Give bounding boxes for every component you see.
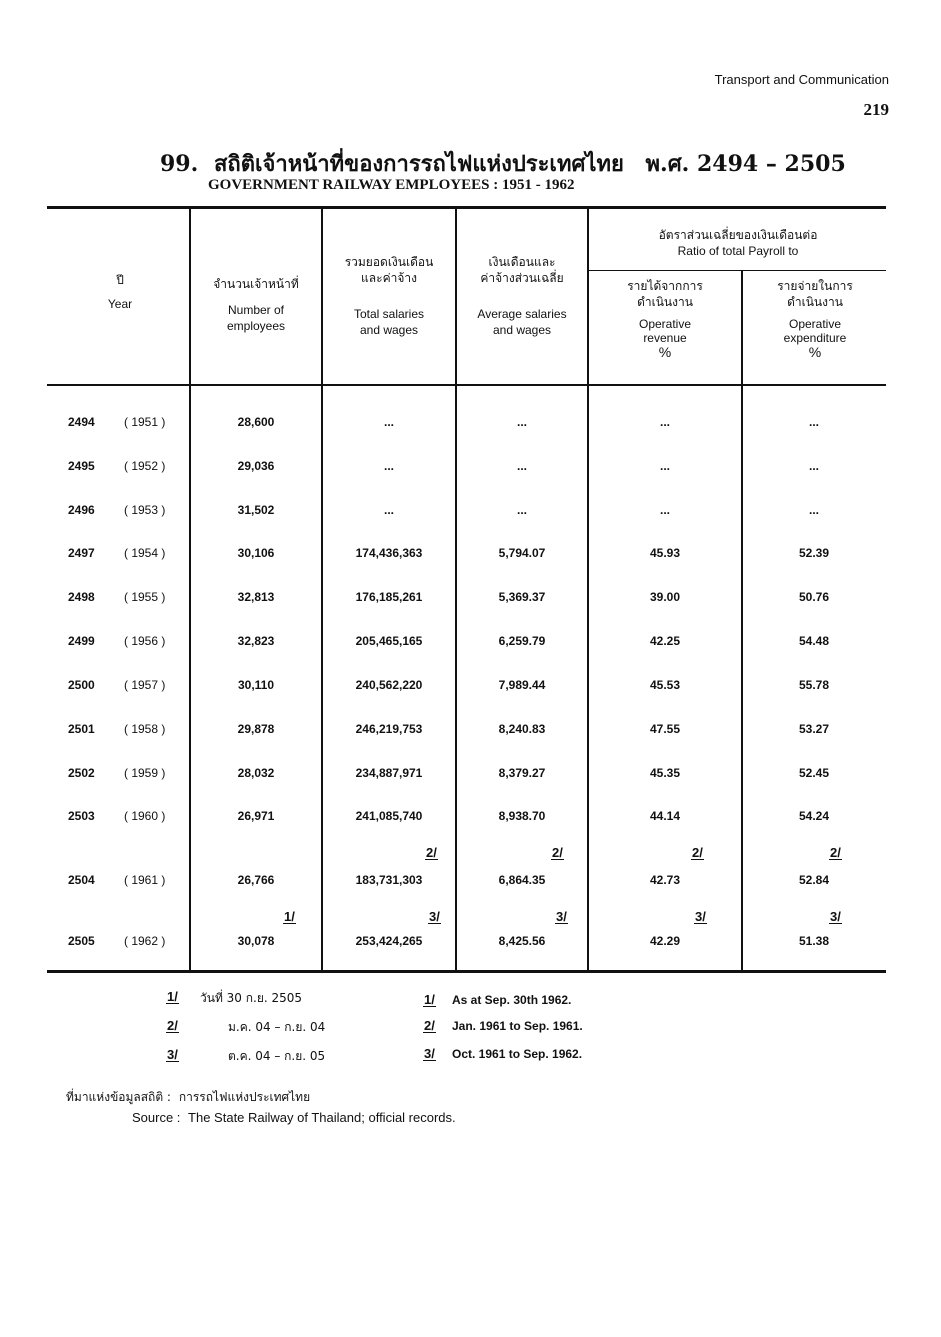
cell-revenue-ratio: 42.73 [649, 873, 681, 887]
cell-revenue-ratio: 45.35 [649, 766, 681, 780]
cell-thai-year: 2504 [68, 873, 95, 887]
footnote-mark-exp-1961: 2/ [830, 845, 841, 860]
cell-total-salaries: ... [383, 503, 394, 517]
cell-average-salaries: 6,259.79 [498, 634, 546, 648]
cell-employees: 28,600 [237, 415, 275, 429]
total-en-label-1: Total salaries [353, 307, 425, 321]
table-top-rule [47, 206, 886, 209]
cell-revenue-ratio: ... [659, 503, 670, 517]
footnote-mark-exp-1962: 3/ [830, 909, 841, 924]
cell-revenue-ratio: 45.93 [649, 546, 681, 560]
cell-expenditure-ratio: 54.24 [798, 809, 830, 823]
cell-thai-year: 2505 [68, 934, 95, 948]
ratio-en-label: Ratio of total Payroll to [677, 244, 799, 258]
footnote-en-3: Oct. 1961 to Sep. 1962. [452, 1047, 583, 1061]
cell-expenditure-ratio: 52.84 [798, 873, 830, 887]
cell-average-salaries: ... [516, 459, 527, 473]
cell-employees: 32,813 [237, 590, 275, 604]
cell-total-salaries: 183,731,303 [355, 873, 423, 887]
cell-thai-year: 2495 [68, 459, 95, 473]
total-th-label-1: รวมยอดเงินเดือน [344, 255, 434, 269]
cell-expenditure-ratio: 50.76 [798, 590, 830, 604]
table-title-thai [160, 146, 846, 181]
footnote-en-2: Jan. 1961 to Sep. 1961. [452, 1019, 583, 1033]
title-thai-text: สถิติเจ้าหน้าที่ของการรถไฟแห่งประเทศไทย [213, 151, 624, 177]
footnote-th-mark-2: 2/ [167, 1018, 178, 1033]
cell-thai-year: 2500 [68, 678, 95, 692]
cell-year: ( 1953 ) [124, 503, 166, 517]
table-title-english: GOVERNMENT RAILWAY EMPLOYEES : 1951 - 1962 [208, 177, 575, 193]
cell-expenditure-ratio: 54.48 [798, 634, 830, 648]
cell-employees: 29,036 [237, 459, 275, 473]
footnote-th-mark-3: 3/ [167, 1047, 178, 1062]
rev-th-label-1: รายได้จากการ [627, 279, 703, 293]
footnote-mark-total-1961: 2/ [426, 845, 437, 860]
source-en-text: The State Railway of Thailand; official records. [188, 1110, 456, 1125]
rev-en-label-1: Operative [638, 317, 692, 331]
footnote-th-3: ต.ค. 04 – ก.ย. 05 [228, 1049, 326, 1063]
cell-average-salaries: ... [516, 503, 527, 517]
cell-revenue-ratio: 47.55 [649, 722, 681, 736]
cell-revenue-ratio: 42.29 [649, 934, 681, 948]
source-thai [66, 1088, 310, 1107]
cell-total-salaries: 246,219,753 [355, 722, 423, 736]
cell-average-salaries: ... [516, 415, 527, 429]
cell-year: ( 1957 ) [124, 678, 166, 692]
table-number: 99. [160, 151, 199, 177]
employees-en-label-2: employees [226, 319, 286, 333]
employees-th-label: จำนวนเจ้าหน้าที่ [213, 277, 299, 291]
cell-employees: 30,078 [237, 934, 275, 948]
col-header-expenditure [744, 278, 886, 360]
avg-en-label-2: and wages [492, 323, 552, 337]
source-th-label: ที่มาแห่งข้อมูลสถิติ : [66, 1090, 171, 1104]
footnote-mark-avg-1961: 2/ [552, 845, 563, 860]
cell-expenditure-ratio: ... [808, 459, 819, 473]
rev-th-label-2: ดำเนินงาน [637, 295, 693, 309]
cell-expenditure-ratio: 52.45 [798, 766, 830, 780]
cell-employees: 30,110 [237, 678, 275, 692]
cell-total-salaries: 174,436,363 [355, 546, 423, 560]
avg-th-label-2: ค่าจ้างส่วนเฉลี่ย [480, 271, 564, 285]
avg-en-label-1: Average salaries [477, 307, 567, 321]
header-bottom-rule [47, 384, 886, 386]
cell-average-salaries: 5,369.37 [498, 590, 546, 604]
cell-thai-year: 2497 [68, 546, 95, 560]
col-divider-5 [741, 271, 743, 970]
source-english [132, 1110, 456, 1125]
cell-employees: 26,971 [237, 809, 275, 823]
ratio-subheader-rule [588, 270, 886, 271]
total-th-label-2: และค่าจ้าง [361, 271, 417, 285]
ratio-th-label: อัตราส่วนเฉลี่ยของเงินเดือนต่อ [658, 228, 818, 242]
cell-thai-year: 2499 [68, 634, 95, 648]
cell-total-salaries: 176,185,261 [355, 590, 423, 604]
col-header-ratio-group [590, 227, 886, 259]
footnote-th-mark-1: 1/ [167, 989, 178, 1004]
exp-en-label-1: Operative [788, 317, 842, 331]
cell-average-salaries: 5,794.07 [498, 546, 546, 560]
title-thai-years: พ.ศ. 2494 – 2505 [645, 151, 846, 177]
cell-average-salaries: 6,864.35 [498, 873, 546, 887]
col-header-year [60, 272, 180, 312]
footnote-th-2: ม.ค. 04 – ก.ย. 04 [228, 1020, 326, 1034]
cell-revenue-ratio: 45.53 [649, 678, 681, 692]
exp-unit: % [808, 344, 822, 360]
cell-revenue-ratio: 39.00 [649, 590, 681, 604]
cell-revenue-ratio: 44.14 [649, 809, 681, 823]
cell-expenditure-ratio: ... [808, 503, 819, 517]
cell-expenditure-ratio: 51.38 [798, 934, 830, 948]
cell-expenditure-ratio: 52.39 [798, 546, 830, 560]
cell-revenue-ratio: ... [659, 459, 670, 473]
rev-en-label-2: revenue [643, 331, 687, 345]
cell-average-salaries: 8,240.83 [498, 722, 546, 736]
cell-total-salaries: 240,562,220 [355, 678, 423, 692]
col-header-total-salaries [324, 254, 454, 338]
employees-en-label-1: Number of [227, 303, 285, 317]
col-divider-3 [455, 209, 457, 970]
col-divider-4 [587, 209, 589, 970]
cell-average-salaries: 7,989.44 [498, 678, 546, 692]
cell-total-salaries: ... [383, 415, 394, 429]
col-divider-2 [321, 209, 323, 970]
cell-average-salaries: 8,379.27 [498, 766, 546, 780]
cell-thai-year: 2502 [68, 766, 95, 780]
cell-year: ( 1956 ) [124, 634, 166, 648]
exp-en-label-2: expenditure [783, 331, 847, 345]
year-en-label: Year [107, 297, 133, 311]
col-header-average-salaries [458, 254, 586, 338]
footnote-en-mark-2: 2/ [424, 1018, 435, 1033]
section-title: Transport and Communication [714, 72, 889, 87]
cell-year: ( 1955 ) [124, 590, 166, 604]
footnote-th-1: วันที่ 30 ก.ย. 2505 [200, 991, 303, 1005]
cell-year: ( 1960 ) [124, 809, 166, 823]
cell-employees: 28,032 [237, 766, 275, 780]
page-number: 219 [863, 100, 889, 119]
cell-expenditure-ratio: 55.78 [798, 678, 830, 692]
cell-employees: 29,878 [237, 722, 275, 736]
cell-year: ( 1962 ) [124, 934, 166, 948]
col-header-revenue [590, 278, 740, 360]
table-bottom-rule [47, 970, 886, 973]
cell-expenditure-ratio: ... [808, 415, 819, 429]
year-th-label: ปี [116, 273, 124, 287]
cell-thai-year: 2498 [68, 590, 95, 604]
cell-year: ( 1954 ) [124, 546, 166, 560]
footnote-mark-employees-1962: 1/ [284, 909, 295, 924]
exp-th-label-2: ดำเนินงาน [787, 295, 843, 309]
cell-average-salaries: 8,425.56 [498, 934, 546, 948]
total-en-label-2: and wages [359, 323, 419, 337]
cell-employees: 31,502 [237, 503, 275, 517]
source-en-label: Source : [132, 1110, 181, 1125]
rev-unit: % [658, 344, 672, 360]
cell-year: ( 1959 ) [124, 766, 166, 780]
footnote-en-mark-3: 3/ [424, 1046, 435, 1061]
cell-year: ( 1951 ) [124, 415, 166, 429]
footnote-en-1: As at Sep. 30th 1962. [452, 993, 572, 1007]
cell-total-salaries: 205,465,165 [355, 634, 423, 648]
exp-th-label-1: รายจ่ายในการ [777, 279, 853, 293]
cell-year: ( 1958 ) [124, 722, 166, 736]
col-header-employees [192, 276, 320, 334]
cell-year: ( 1952 ) [124, 459, 166, 473]
cell-expenditure-ratio: 53.27 [798, 722, 830, 736]
cell-thai-year: 2496 [68, 503, 95, 517]
footnote-mark-total-1962: 3/ [429, 909, 440, 924]
cell-total-salaries: 241,085,740 [355, 809, 423, 823]
cell-year: ( 1961 ) [124, 873, 166, 887]
cell-total-salaries: 253,424,265 [355, 934, 423, 948]
cell-employees: 32,823 [237, 634, 275, 648]
col-divider-1 [189, 209, 191, 970]
footnote-mark-rev-1962: 3/ [695, 909, 706, 924]
footnote-en-mark-1: 1/ [424, 992, 435, 1007]
cell-thai-year: 2494 [68, 415, 95, 429]
cell-employees: 26,766 [237, 873, 275, 887]
source-th-text: การรถไฟแห่งประเทศไทย [178, 1090, 311, 1104]
cell-total-salaries: 234,887,971 [355, 766, 423, 780]
footnote-mark-avg-1962: 3/ [556, 909, 567, 924]
cell-thai-year: 2503 [68, 809, 95, 823]
cell-thai-year: 2501 [68, 722, 95, 736]
cell-revenue-ratio: ... [659, 415, 670, 429]
footnote-mark-rev-1961: 2/ [692, 845, 703, 860]
cell-employees: 30,106 [237, 546, 275, 560]
cell-revenue-ratio: 42.25 [649, 634, 681, 648]
cell-average-salaries: 8,938.70 [498, 809, 546, 823]
cell-total-salaries: ... [383, 459, 394, 473]
avg-th-label-1: เงินเดือนและ [488, 255, 556, 269]
